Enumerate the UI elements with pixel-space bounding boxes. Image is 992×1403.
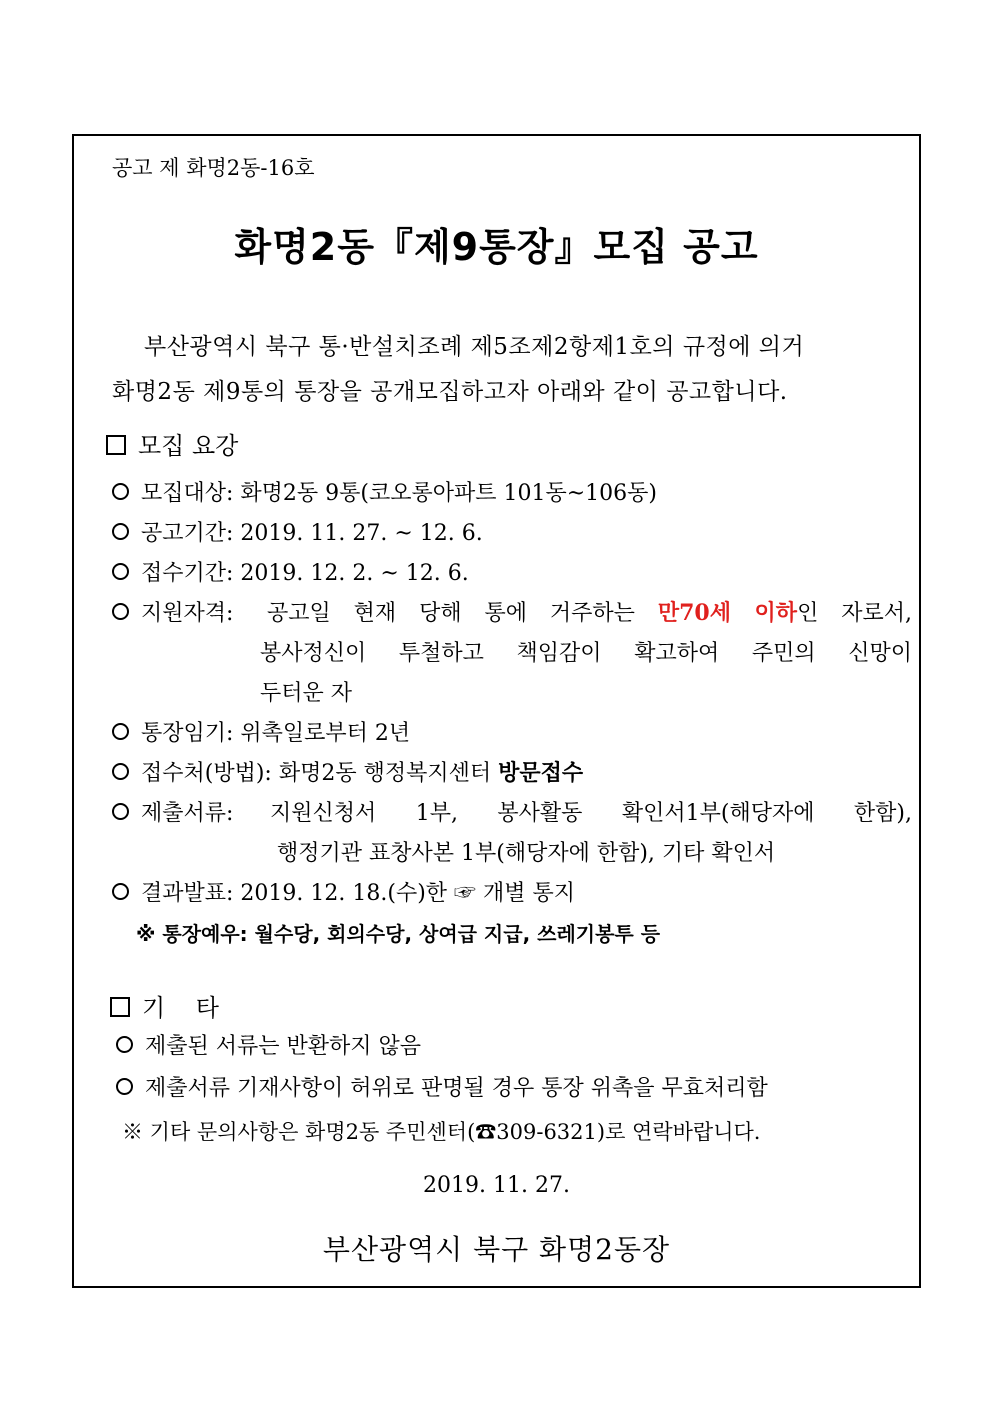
circle-bullet-icon xyxy=(112,723,129,740)
section-recruitment-heading: 모집 요강 xyxy=(106,426,238,461)
qualification-line-2: 봉사정신이 투철하고 책임감이 확고하여 주민의 신망이 xyxy=(260,641,912,666)
section-other-heading: 기 타 xyxy=(110,988,219,1023)
circle-bullet-icon xyxy=(112,763,129,780)
list-item: 제출서류 기재사항이 허위로 판명될 경우 통장 위촉을 무효처리함 xyxy=(116,1071,768,1102)
square-bullet-icon xyxy=(110,997,130,1017)
square-bullet-icon xyxy=(106,435,126,455)
place-item: 접수처(방법): 화명2동 행정복지센터 방문접수 xyxy=(112,756,583,787)
circle-bullet-icon xyxy=(112,803,129,820)
intro-line-1: 부산광역시 북구 통·반설치조례 제5조제2항제1호의 규정에 의거 xyxy=(144,334,805,360)
list-item: 공고기간: 2019. 11. 27. ~ 12. 6. xyxy=(112,516,483,547)
circle-bullet-icon xyxy=(116,1036,133,1053)
circle-bullet-icon xyxy=(112,883,129,900)
list-item: 접수기간: 2019. 12. 2. ~ 12. 6. xyxy=(112,556,469,587)
documents-line-1: 지원신청서 1부, 봉사활동 확인서1부(해당자에 한함), xyxy=(270,801,912,826)
intro-line-2: 화명2동 제9통의 통장을 공개모집하고자 아래와 같이 공고합니다. xyxy=(112,379,788,405)
list-item: 제출된 서류는 반환하지 않음 xyxy=(116,1029,421,1060)
page-title: 화명2동『제9통장』모집 공고 xyxy=(234,225,759,269)
phone-number: ☎309-6321 xyxy=(475,1120,597,1144)
circle-bullet-icon xyxy=(116,1078,133,1095)
age-limit-highlight: 만70세 이하 xyxy=(657,600,798,626)
term-item: 통장임기: 위촉일로부터 2년 xyxy=(112,716,410,747)
qualification-line-3: 두터운 자 xyxy=(260,681,353,706)
notice-frame xyxy=(72,134,921,1288)
documents-line-2: 행정기관 표창사본 1부(해당자에 한함), 기타 확인서 xyxy=(277,841,776,866)
contact-note: ※ 기타 문의사항은 화명2동 주민센터(☎309-6321)로 연락바랍니다. xyxy=(122,1120,761,1144)
circle-bullet-icon xyxy=(112,603,129,620)
circle-bullet-icon xyxy=(112,483,129,500)
list-item: 모집대상: 화명2동 9통(코오롱아파트 101동~106동) xyxy=(112,476,657,507)
welfare-note: ※ 통장예우: 월수당, 회의수당, 상여급 지급, 쓰레기봉투 등 xyxy=(136,922,661,946)
signature: 부산광역시 북구 화명2동장 xyxy=(322,1233,671,1266)
circle-bullet-icon xyxy=(112,563,129,580)
result-item: 결과발표: 2019. 12. 18.(수)한 ☞ 개별 통지 xyxy=(112,876,575,907)
circle-bullet-icon xyxy=(112,523,129,540)
notice-date: 2019. 11. 27. xyxy=(423,1173,570,1198)
documents-item: 제출서류: xyxy=(112,796,233,827)
notice-number: 공고 제 화명2동-16호 xyxy=(112,156,315,180)
qualification-line-1: 공고일 현재 당해 통에 거주하는 만70세 이하인 자로서, xyxy=(267,600,912,626)
qualification-item: 지원자격: xyxy=(112,596,233,627)
